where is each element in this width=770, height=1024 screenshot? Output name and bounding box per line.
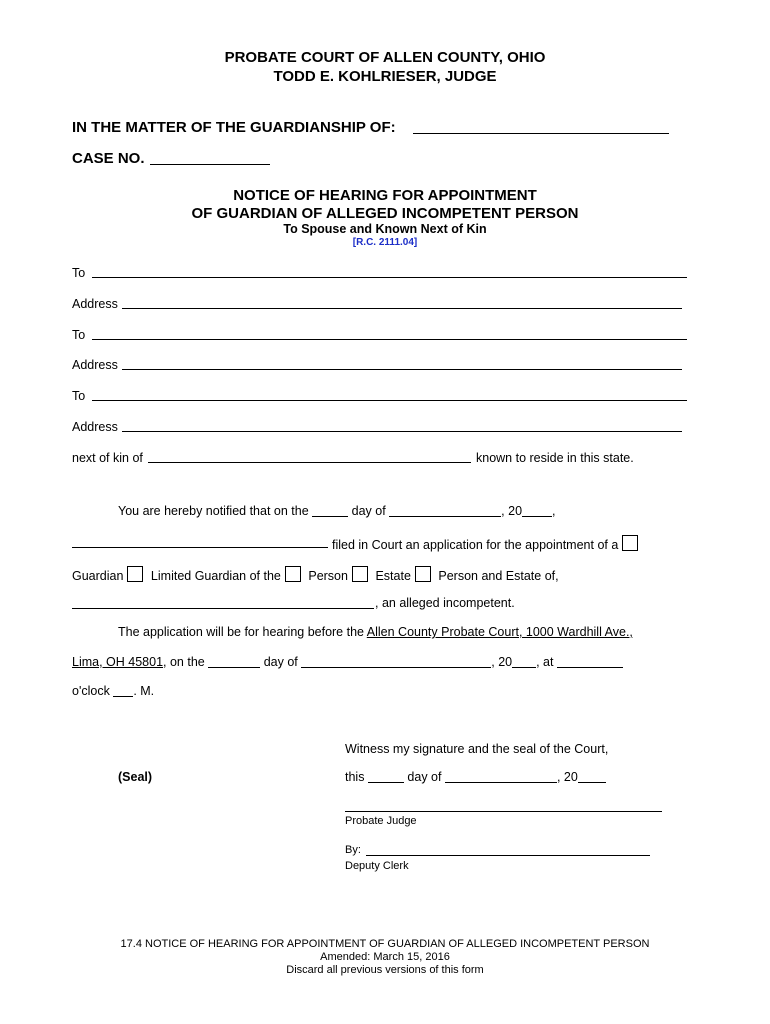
to-label-2: To xyxy=(72,328,86,342)
hearing-year-field[interactable] xyxy=(512,667,536,668)
signature-year-prefix: , 20 xyxy=(556,770,578,784)
deputy-clerk-signature-line[interactable] xyxy=(366,855,650,856)
witness-text: Witness my signature and the seal of the Court, xyxy=(345,742,609,756)
signature-day-field[interactable] xyxy=(368,782,404,783)
footer-discard: Discard all previous versions of this form xyxy=(286,964,484,976)
address-field-2[interactable] xyxy=(122,369,682,370)
court-address-line2: Lima, OH 45801 xyxy=(72,655,164,669)
signature-date-row xyxy=(345,770,606,784)
limited-guardian-checkbox[interactable] xyxy=(285,566,301,582)
filed-text: filed in Court an application for the appointment of a xyxy=(332,538,619,552)
form-subtitle: To Spouse and Known Next of Kin xyxy=(283,222,487,236)
footer-form-title: 17.4 NOTICE OF HEARING FOR APPOINTMENT OF GUARDIAN OF ALLEGED INCOMPETENT PERSON xyxy=(120,938,650,950)
at-text: , at xyxy=(536,655,554,669)
footer-amended: Amended: March 15, 2016 xyxy=(320,951,450,963)
this-text: this xyxy=(345,770,365,784)
notified-text-b: day of xyxy=(351,504,386,518)
case-number-label: CASE NO. xyxy=(72,150,145,167)
applicant-name-field[interactable] xyxy=(72,547,328,548)
notified-text-d: , xyxy=(552,504,556,518)
form-title-line2: OF GUARDIAN OF ALLEGED INCOMPETENT PERSON xyxy=(191,205,579,222)
notified-sentence xyxy=(118,504,556,518)
signature-month-field[interactable] xyxy=(445,782,557,783)
address-label-1: Address xyxy=(72,297,118,311)
seal-label: (Seal) xyxy=(118,770,153,784)
person-label: Person xyxy=(308,569,348,583)
hearing-year-prefix: , 20 xyxy=(491,655,513,669)
hearing-time-field[interactable] xyxy=(557,667,623,668)
person-estate-label: Person and Estate of, xyxy=(438,569,559,583)
hearing-day-of-text: day of xyxy=(263,655,298,669)
hearing-day-field[interactable] xyxy=(208,667,260,668)
next-of-kin-label: next of kin of xyxy=(72,451,143,465)
oclock-row xyxy=(72,684,154,698)
filed-sentence xyxy=(332,535,642,552)
alleged-incompetent-text: , an alleged incompetent. xyxy=(375,596,515,610)
guardianship-label: IN THE MATTER OF THE GUARDIANSHIP OF: xyxy=(72,119,396,136)
deputy-clerk-label: Deputy Clerk xyxy=(345,860,409,872)
hearing-intro: The application will be for hearing before the xyxy=(118,625,364,639)
case-number-field[interactable] xyxy=(150,164,270,165)
oclock-text: o'clock xyxy=(72,684,110,698)
signature-year-field[interactable] xyxy=(578,782,606,783)
estate-label: Estate xyxy=(375,569,411,583)
notified-text-c: , 20 xyxy=(501,504,523,518)
limited-guardian-label: Limited Guardian of the xyxy=(150,569,281,583)
am-pm-field[interactable] xyxy=(113,696,133,697)
court-name: PROBATE COURT OF ALLEN COUNTY, OHIO xyxy=(224,49,546,66)
next-of-kin-field[interactable] xyxy=(148,462,471,463)
notified-text-a: You are hereby notified that on the xyxy=(118,504,309,518)
alleged-incompetent-name-field[interactable] xyxy=(72,608,374,609)
person-checkbox[interactable] xyxy=(352,566,368,582)
guardian-type-row xyxy=(72,566,559,583)
next-of-kin-suffix: known to reside in this state. xyxy=(476,451,634,465)
notice-year-field[interactable] xyxy=(522,516,552,517)
hearing-sentence xyxy=(118,625,633,639)
m-text: . M. xyxy=(133,684,155,698)
address-label-3: Address xyxy=(72,420,118,434)
appointment-checkbox[interactable] xyxy=(622,535,638,551)
to-field-3[interactable] xyxy=(92,400,687,401)
guardian-label: Guardian xyxy=(72,569,124,583)
signature-day-of-text: day of xyxy=(407,770,442,784)
probate-judge-signature-line[interactable] xyxy=(345,811,662,812)
to-field-1[interactable] xyxy=(92,277,687,278)
to-field-2[interactable] xyxy=(92,339,687,340)
statute-reference: [R.C. 2111.04] xyxy=(352,237,418,248)
by-label: By: xyxy=(345,844,361,856)
address-field-1[interactable] xyxy=(122,308,682,309)
guardian-checkbox[interactable] xyxy=(127,566,143,582)
address-field-3[interactable] xyxy=(122,431,682,432)
notice-day-field[interactable] xyxy=(312,516,348,517)
notice-month-field[interactable] xyxy=(389,516,501,517)
estate-checkbox[interactable] xyxy=(415,566,431,582)
guardianship-name-field[interactable] xyxy=(413,133,669,134)
on-the-text: , on the xyxy=(163,655,205,669)
address-label-2: Address xyxy=(72,358,118,372)
to-label-3: To xyxy=(72,389,86,403)
hearing-date-row xyxy=(72,655,623,669)
probate-judge-label: Probate Judge xyxy=(345,815,417,827)
hearing-month-field[interactable] xyxy=(301,667,491,668)
court-address-line1: Allen County Probate Court, 1000 Wardhill Ave., xyxy=(366,625,633,639)
to-label-1: To xyxy=(72,266,86,280)
judge-name: TODD E. KOHLRIESER, JUDGE xyxy=(273,68,497,85)
form-title-line1: NOTICE OF HEARING FOR APPOINTMENT xyxy=(233,187,537,204)
